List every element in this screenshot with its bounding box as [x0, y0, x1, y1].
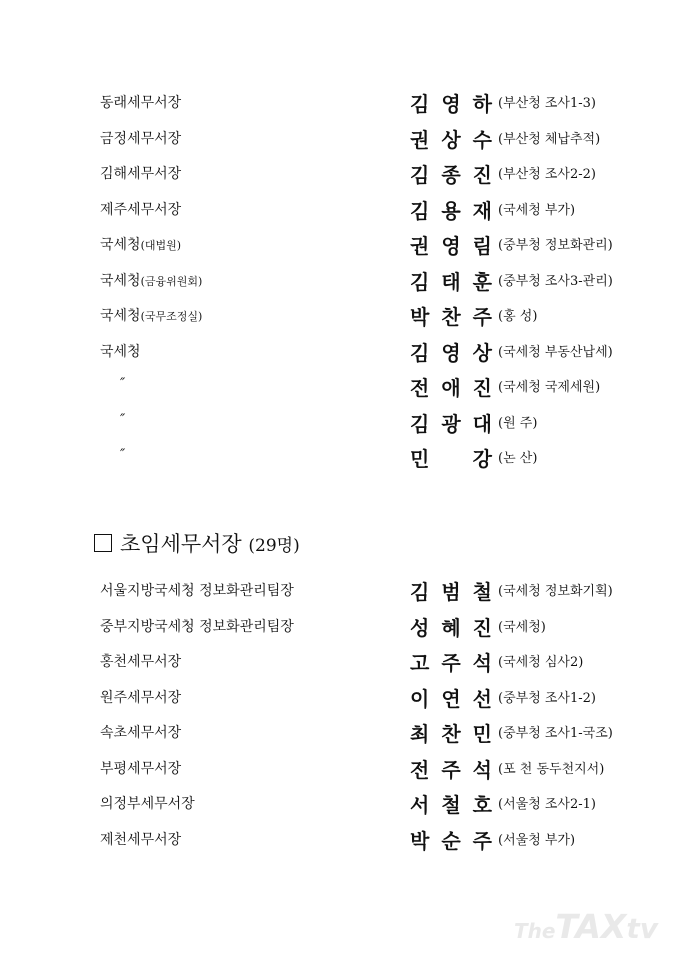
appointment-row: [0, 339, 680, 363]
thetaxtv-watermark-logo: [514, 907, 658, 946]
name-char: 찬: [441, 722, 461, 746]
name-char: 하: [472, 92, 492, 116]
section-heading: [94, 528, 300, 558]
position-text: 국세청: [100, 272, 141, 289]
position-title: [100, 92, 181, 112]
appointee-name: [410, 195, 492, 224]
previous-post: (국세청 국제세원): [498, 380, 601, 395]
position-text: 금정세무서장: [100, 130, 182, 147]
name-char: 석: [472, 757, 492, 782]
previous-post: (국세청 부동산납세): [498, 344, 613, 360]
position-title: [120, 412, 125, 428]
appointee-name: [410, 124, 492, 153]
appointment-row: [0, 90, 680, 114]
name-char: 주: [472, 305, 492, 329]
previous-post: (국세청): [498, 619, 546, 635]
name-char: 박: [410, 828, 430, 853]
name-char: 영: [441, 234, 461, 258]
name-char: 김: [410, 92, 430, 116]
position-title: [100, 270, 202, 290]
appointee-name: [410, 612, 492, 641]
appointee-name: [410, 230, 492, 259]
name-char: 애: [441, 376, 461, 400]
position-text: 제천세무서장: [100, 831, 182, 848]
position-note: (국무조정실): [140, 310, 203, 323]
position-note: (금융위원회): [140, 274, 203, 288]
name-char: 전: [410, 376, 430, 400]
name-char: 이: [410, 686, 430, 711]
name-char: 김: [410, 580, 430, 604]
name-char: 상: [472, 340, 492, 365]
position-text: 김해세무서장: [100, 166, 182, 182]
name-char: 권: [410, 127, 430, 152]
position-text: ″: [120, 376, 126, 392]
appointment-row: [0, 578, 680, 602]
name-char: 영: [441, 92, 461, 116]
position-text: ″: [120, 411, 126, 428]
previous-post: (국세청 정보화기획): [498, 584, 613, 599]
appointee-name: [410, 825, 492, 854]
name-char: 호: [472, 793, 492, 817]
position-title: [100, 616, 294, 636]
name-char: 최: [410, 722, 430, 746]
previous-post: (중부청 조사1-국조): [498, 726, 613, 741]
name-char: 철: [441, 793, 461, 817]
appointee-name: [410, 683, 492, 712]
name-char: 혜: [441, 615, 461, 640]
name-char: 전: [410, 757, 430, 782]
position-title: [100, 758, 181, 778]
appointee-name: [410, 266, 492, 295]
appointment-row: [0, 410, 680, 434]
appointment-row: [0, 685, 680, 709]
position-title: [120, 447, 125, 463]
position-title: [100, 793, 195, 813]
name-char: 김: [410, 411, 430, 436]
position-text: 의정부세무서장: [100, 796, 195, 812]
name-char: 강: [472, 447, 492, 471]
position-text: 국세청: [100, 308, 141, 324]
name-char: 영: [441, 340, 461, 365]
previous-post: (포 천 동두천지서): [498, 761, 605, 777]
name-char: 태: [441, 269, 461, 294]
position-title: [100, 829, 181, 849]
name-char: 김: [410, 198, 430, 223]
previous-post: (국세청 부가): [498, 202, 576, 218]
appointment-row: [0, 232, 680, 256]
appointee-name: [410, 576, 492, 605]
name-char: 찬: [441, 305, 461, 329]
previous-post: (원 주): [498, 415, 538, 431]
name-char: 주: [441, 757, 461, 782]
name-char: 연: [441, 686, 461, 711]
appointment-row: [0, 197, 680, 221]
previous-post: (중부청 조사3-관리): [498, 273, 613, 289]
appointment-row: [0, 445, 680, 469]
appointee-name: [410, 789, 492, 818]
appointment-row: [0, 791, 680, 815]
checkbox-square-icon: [94, 534, 112, 552]
appointee-name: [410, 718, 492, 747]
previous-post: (서울청 부가): [498, 832, 576, 848]
name-char: 김: [410, 340, 430, 365]
position-text: ″: [120, 447, 126, 463]
position-text: 국세청: [100, 343, 141, 360]
previous-post: (국세청 심사2): [498, 655, 584, 670]
name-char: 대: [472, 411, 492, 436]
position-note: (대법원): [140, 239, 182, 252]
name-char: 김: [410, 163, 430, 187]
appointee-name: [410, 88, 492, 117]
position-text: 속초세무서장: [100, 725, 182, 741]
name-char: 진: [472, 163, 492, 187]
position-title: [100, 128, 181, 148]
name-char: 민: [472, 722, 492, 746]
section-title: 초임세무서장: [120, 532, 242, 556]
name-char: 훈: [472, 269, 492, 294]
appointee-name: [410, 754, 492, 783]
position-title: [100, 341, 141, 361]
position-title: [100, 687, 181, 707]
position-title: [100, 580, 294, 600]
appointment-row: [0, 827, 680, 851]
name-char: 순: [441, 828, 461, 853]
previous-post: (중부청 정보화관리): [498, 238, 613, 253]
watermark-tax: TAX: [555, 907, 627, 946]
name-char: 진: [472, 615, 492, 640]
appointment-row: [0, 126, 680, 150]
previous-post: (부산청 조사2-2): [498, 167, 597, 182]
position-title: [100, 199, 181, 219]
watermark-the: The: [513, 919, 556, 943]
position-text: 국세청: [100, 237, 141, 253]
appointment-row: [0, 374, 680, 398]
previous-post: (논 산): [498, 451, 538, 466]
name-char: 성: [410, 615, 430, 640]
position-title: [100, 305, 202, 325]
position-text: 부평세무서장: [100, 760, 182, 777]
appointment-row: [0, 720, 680, 744]
previous-post: (중부청 조사1-2): [498, 690, 597, 706]
position-text: 서울지방국세청 정보화관리팀장: [100, 583, 294, 599]
name-char: 종: [441, 163, 461, 187]
position-title: [100, 651, 181, 671]
name-char: 선: [472, 686, 492, 711]
appointment-row: [0, 649, 680, 673]
position-text: 동래세무서장: [100, 95, 182, 111]
name-char: 용: [441, 198, 461, 223]
previous-post: (부산청 체납추적): [498, 131, 601, 147]
appointment-row: [0, 303, 680, 327]
name-char: 림: [472, 234, 492, 258]
position-title: [100, 163, 181, 183]
name-char: 범: [441, 580, 461, 604]
name-char: 수: [472, 127, 492, 152]
appointment-row: [0, 756, 680, 780]
name-char: 박: [410, 305, 430, 329]
position-text: 원주세무서장: [100, 689, 182, 706]
position-text: 홍천세무서장: [100, 654, 182, 670]
watermark-tv: tv: [626, 912, 658, 945]
section-count: (29명): [248, 536, 300, 556]
appointment-row: [0, 161, 680, 185]
previous-post: (홍 성): [498, 309, 538, 324]
appointee-name: [410, 443, 492, 472]
name-char: 재: [472, 198, 492, 223]
name-char: 김: [410, 269, 430, 294]
name-char: 주: [441, 651, 461, 675]
name-char: 광: [441, 411, 461, 436]
position-title: [100, 722, 181, 742]
appointee-name: [410, 647, 492, 676]
position-title: [100, 234, 181, 254]
name-char: 철: [472, 580, 492, 604]
position-text: 중부지방국세청 정보화관리팀장: [100, 618, 294, 635]
previous-post: (서울청 조사2-1): [498, 797, 597, 812]
position-title: [120, 376, 125, 392]
appointee-name: [410, 337, 492, 366]
appointment-row: [0, 614, 680, 638]
name-char: 고: [410, 651, 430, 675]
name-char: 석: [472, 651, 492, 675]
name-char: 상: [441, 127, 461, 152]
name-char: 민: [410, 447, 430, 471]
name-char: 진: [472, 376, 492, 400]
name-char: 서: [410, 793, 430, 817]
appointee-name: [410, 408, 492, 437]
name-char: 권: [410, 234, 430, 258]
previous-post: (부산청 조사1-3): [498, 96, 597, 111]
appointment-row: [0, 268, 680, 292]
position-text: 제주세무서장: [100, 201, 182, 218]
appointee-name: [410, 372, 492, 401]
appointee-name: [410, 301, 492, 330]
name-char: 주: [472, 828, 492, 853]
appointee-name: [410, 159, 492, 188]
